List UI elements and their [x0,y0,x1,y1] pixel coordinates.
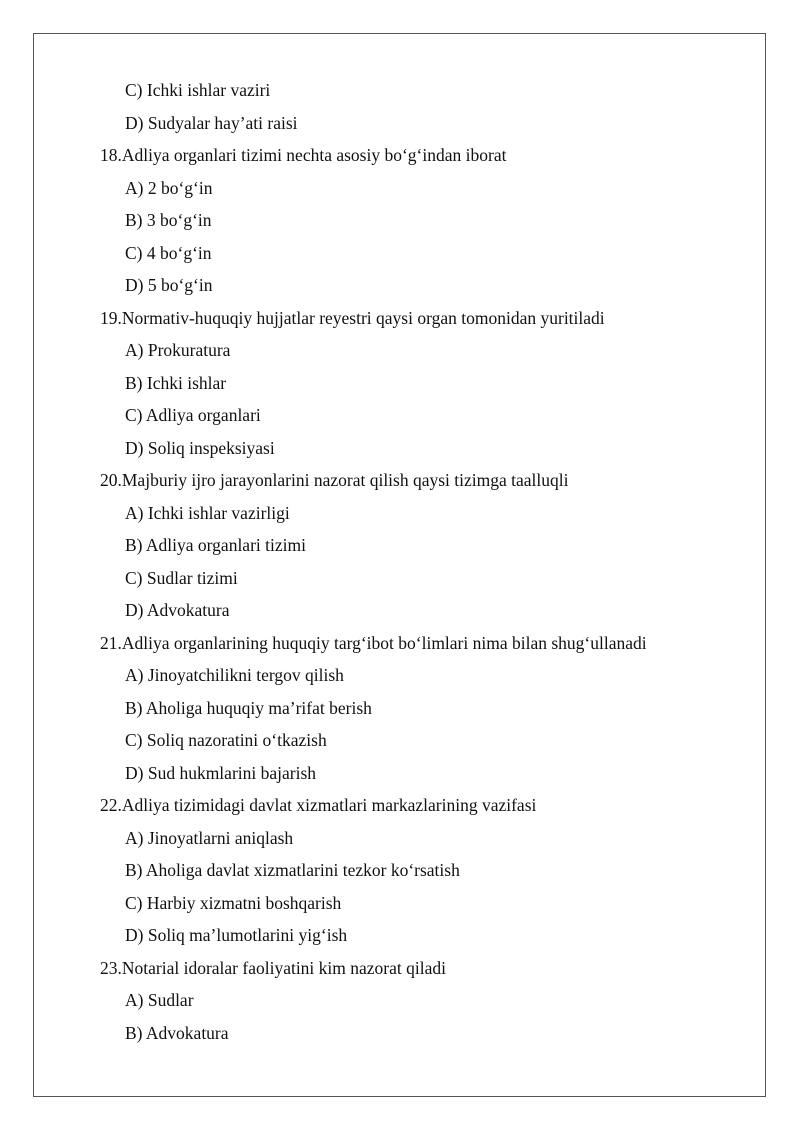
question-number: 23. [100,957,122,978]
answer-option: D) Soliq inspeksiyasi [125,437,275,458]
answer-option: D) Sud hukmlarini bajarish [125,762,317,783]
answer-option: D) Sudyalar hay’ati raisi [125,112,298,133]
question-22 [0,789,800,822]
question-23 [0,952,800,985]
question-20 [0,464,800,497]
answer-option: A) Ichki ishlar vazirligi [125,502,290,523]
answer-option: A) Jinoyatlarni aniqlash [125,827,294,848]
answer-option: D) 5 bo‘g‘in [125,275,213,295]
question-21 [0,627,800,660]
answer-option: A) Prokuratura [125,340,231,360]
answer-option: B) Advokatura [125,1022,229,1043]
question-number: 18. [100,145,122,165]
answer-option: B) Aholiga huquqiy ma’rifat berish [125,697,372,718]
answer-option: C) Harbiy xizmatni boshqarish [125,892,342,913]
answer-option: C) Ichki ishlar vaziri [125,80,271,100]
answer-option: C) Sudlar tizimi [125,567,238,588]
document-body [0,74,800,1049]
answer-option: C) Adliya organlari [125,405,261,425]
question-19 [0,302,800,335]
answer-option: C) 4 bo‘g‘in [125,242,212,263]
question-number: 22. [100,795,122,815]
question-text: Adliya tizimidagi davlat xizmatlari markazlarining vazifasi [121,795,537,815]
question-text: Majburiy ijro jarayonlarini nazorat qilish qaysi tizimga taalluqli [121,470,569,490]
question-number: 19. [100,307,122,328]
answer-option: B) Ichki ishlar [125,372,227,393]
answer-option: D) Advokatura [125,600,230,620]
answer-option: A) Sudlar [125,990,194,1010]
question-number: 21. [100,632,122,653]
question-number: 20. [100,470,122,490]
answer-option: B) Adliya organlari tizimi [125,535,306,555]
answer-option: C) Soliq nazoratini o‘tkazish [125,730,327,750]
answer-option: A) 2 bo‘g‘in [125,177,213,198]
question-text: Adliya organlarining huquqiy targ‘ibot bo‘limlari nima bilan shug‘ullanadi [121,632,647,653]
answer-option: D) Soliq ma’lumotlarini yig‘ish [125,925,348,945]
answer-option: A) Jinoyatchilikni tergov qilish [125,665,344,685]
question-text: Notarial idoralar faoliyatini kim nazorat qiladi [121,957,446,978]
question-text: Adliya organlari tizimi nechta asosiy bo‘g‘indan iborat [121,145,507,165]
answer-option: B) Aholiga davlat xizmatlarini tezkor ko‘rsatish [125,860,460,880]
question-18 [0,139,800,172]
answer-option: B) 3 bo‘g‘in [125,210,212,230]
question-text: Normativ-huquqiy hujjatlar reyestri qaysi organ tomonidan yuritiladi [121,307,605,328]
